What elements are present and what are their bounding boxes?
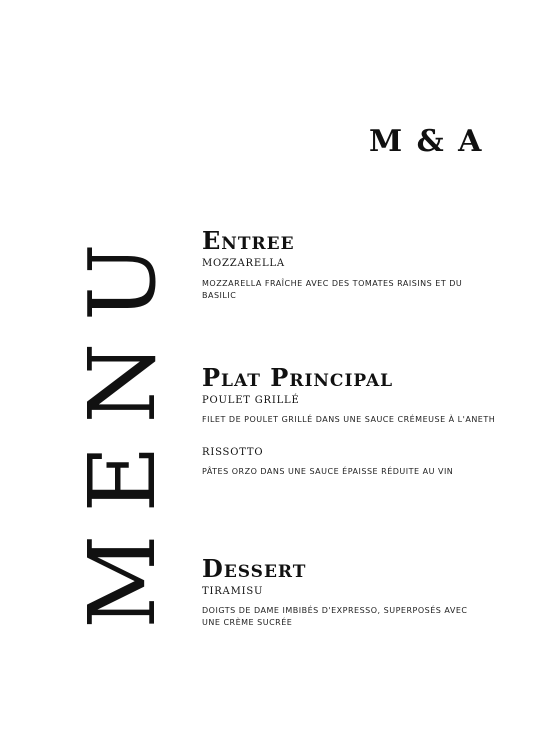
- couple-monogram: M & A: [369, 124, 484, 159]
- dish-name: TIRAMISU: [202, 586, 264, 597]
- section-dessert: [202, 554, 502, 629]
- section-plat-principal: [202, 363, 502, 478]
- vertical-menu-title: MENU: [69, 221, 176, 629]
- dish-name: MOZZARELLA: [202, 258, 285, 269]
- dish-description: FILET DE POULET GRILLÉ DANS UNE SAUCE CRÉMEUSE À L'ANETH: [202, 415, 496, 424]
- section-heading: Plat Principal: [202, 363, 394, 392]
- dish-name: POULET GRILLÉ: [202, 395, 300, 406]
- dish-description: PÂTES ORZO DANS UNE SAUCE ÉPAISSE RÉDUITE AU VIN: [202, 467, 454, 476]
- dish-description: MOZZARELLA FRAÎCHE AVEC DES TOMATES RAISINS ET DU BASILIC: [202, 279, 463, 300]
- dish-name: RISSOTTO: [202, 447, 264, 458]
- section-heading: Entree: [202, 226, 295, 255]
- section-entree: [202, 226, 502, 302]
- section-heading: Dessert: [202, 554, 307, 583]
- dish-description: DOIGTS DE DAME IMBIBÉS D'EXPRESSO, SUPERPOSÉS AVEC UNE CRÈME SUCRÉE: [202, 606, 468, 627]
